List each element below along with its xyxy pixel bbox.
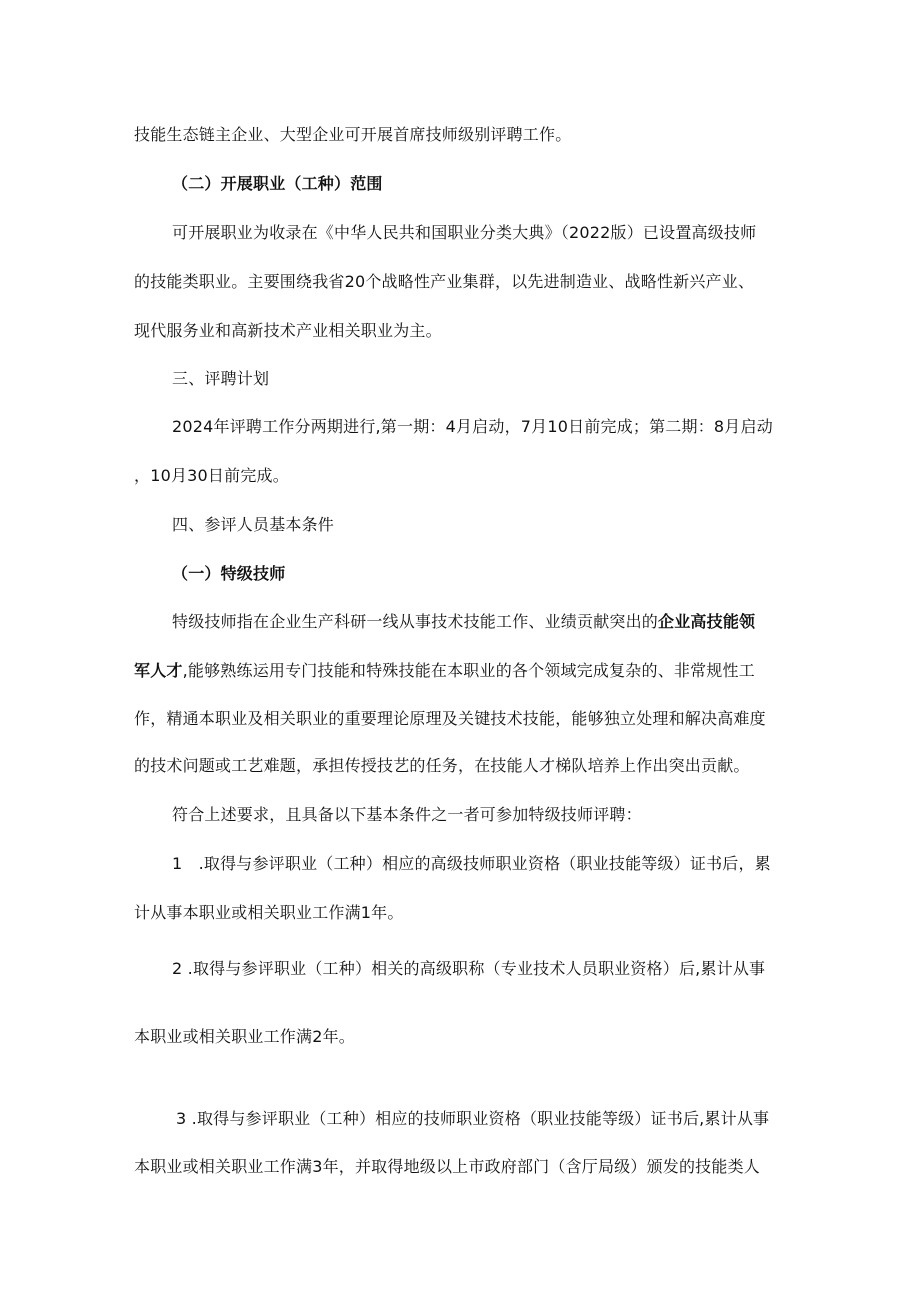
section-heading-plan: 三、评聘计划 [172,369,270,388]
paragraph-line-5: 现代服务业和高新技术产业相关职业为主。 [134,321,442,340]
paragraph-line-12 [134,660,755,682]
paragraph-line-3: 可开展职业为收录在《中华人民共和国职业分类大典》（2022版）已设置高级技师 [172,223,757,242]
paragraph-line-4: 的技能类职业。主要围绕我省20个战略性产业集群，以先进制造业、战略性新兴产业、 [134,272,755,291]
section-heading-special-technician: （一）特级技师 [172,564,286,583]
bold-emphasis-text: 军人才 [134,661,183,680]
bold-emphasis-text: 企业高技能领 [658,612,756,631]
condition-item-2-line-1: 2 .取得与参评职业（工种）相关的高级职称（专业技术人员职业资格）后,累计从事 [172,959,766,978]
paragraph-line-1: 技能生态链主企业、大型企业可开展首席技师级别评聘工作。 [134,125,572,144]
text-span: ,能够熟练运用专门技能和特殊技能在本职业的各个领域完成复杂的、非常规性工 [182,661,755,680]
condition-item-1-line-1: 1 .取得与参评职业（工种）相应的高级技师职业资格（职业技能等级）证书后，累 [172,854,771,873]
condition-item-1-line-2: 计从事本职业或相关职业工作满1年。 [134,903,404,922]
paragraph-line-7: 2024年评聘工作分两期进行,第一期：4月启动，7月10日前完成；第二期：8月启动 [172,417,773,436]
condition-item-2-line-2: 本职业或相关职业工作满2年。 [134,1027,355,1046]
paragraph-line-13: 作，精通本职业及相关职业的重要理论原理及关键技术技能，能够独立处理和解决高难度 [134,709,766,728]
section-heading-occupation-scope: （二）开展职业（工种）范围 [172,174,383,193]
paragraph-line-11 [172,611,755,633]
condition-item-3-line-1: 3 .取得与参评职业（工种）相应的技师职业资格（职业技能等级）证书后,累计从事 [176,1109,770,1128]
paragraph-line-14: 的技术问题或工艺难题，承担传授技艺的任务，在技能人才梯队培养上作出突出贡献。 [134,756,750,775]
paragraph-line-8: ，10月30日前完成。 [134,466,289,485]
text-span: 特级技师指在企业生产科研一线从事技术技能工作、业绩贡献突出的 [172,612,659,631]
condition-item-3-line-2: 本职业或相关职业工作满3年，并取得地级以上市政府部门（含厅局级）颁发的技能类人 [134,1157,760,1176]
paragraph-line-15: 符合上述要求，且具备以下基本条件之一者可参加特级技师评聘： [172,805,642,824]
section-heading-conditions: 四、参评人员基本条件 [172,515,335,534]
